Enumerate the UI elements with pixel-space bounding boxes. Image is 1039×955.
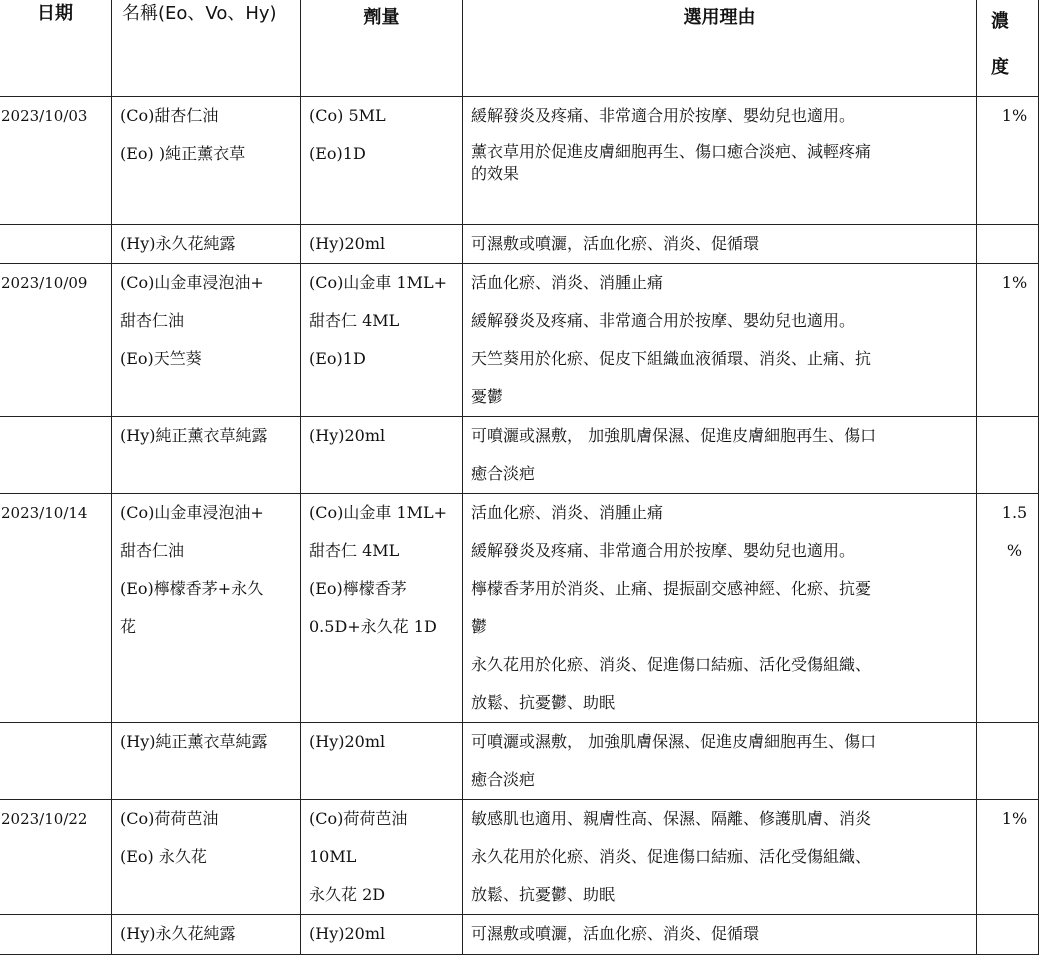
table-row (0, 723, 1039, 800)
date-cell (0, 225, 112, 264)
reason-cell (463, 723, 977, 800)
reason-line: 活血化瘀、消炎、消腫止痛 (471, 273, 664, 292)
concentration-line: 1% (1001, 106, 1028, 125)
date-cell: 2023/10/03 (0, 97, 112, 225)
name-cell (112, 97, 301, 225)
reason-line: 可噴灑或濕敷， 加強肌膚保濕、促進皮膚細胞再生、傷口 (471, 426, 877, 445)
header-dose: 劑量 (301, 0, 463, 97)
reason-line: 放鬆、抗憂鬱、助眠 (471, 693, 616, 712)
reason-cell (463, 264, 977, 417)
dose-line: 甜杏仁 4ML (309, 311, 400, 330)
reason-line: 檸檬香茅用於消炎、止痛、提振副交感神經、化瘀、抗憂 (471, 579, 872, 598)
name-cell (112, 800, 301, 915)
reason-line: 緩解發炎及疼痛、非常適合用於按摩、嬰幼兒也適用。 (471, 541, 856, 560)
dose-cell (301, 915, 463, 955)
reason-line: 的效果 (471, 164, 520, 183)
name-line: (Co)山金車浸泡油+ (120, 503, 264, 522)
reason-line: 鬱 (471, 617, 488, 636)
date-cell: 2023/10/09 (0, 264, 112, 417)
table-row (0, 915, 1039, 955)
name-line: (Co)甜杏仁油 (120, 106, 219, 125)
name-line: (Hy)永久花純露 (120, 234, 236, 253)
name-line: 花 (120, 617, 137, 636)
dose-line: 永久花 2D (309, 885, 386, 904)
name-cell (112, 723, 301, 800)
dose-cell (301, 723, 463, 800)
reason-line: 可濕敷或噴灑，活血化瘀、消炎、促循環 (471, 924, 760, 943)
dose-line: (Hy)20ml (309, 426, 386, 445)
concentration-cell (977, 915, 1039, 955)
date-cell (0, 723, 112, 800)
dose-cell (301, 225, 463, 264)
concentration-line: 1.5 (1001, 503, 1028, 522)
reason-cell (463, 915, 977, 955)
dose-line: 10ML (309, 847, 357, 866)
name-line: (Hy)純正薰衣草純露 (120, 426, 268, 445)
header-concentration (977, 0, 1039, 97)
reason-line: 癒合淡疤 (471, 464, 536, 483)
dose-line: (Co) 5ML (309, 106, 386, 125)
name-line: (Eo)檸檬香茅+永久 (120, 579, 264, 598)
name-line: (Eo)天竺葵 (120, 349, 202, 368)
dose-line: (Eo)檸檬香茅 (309, 579, 407, 598)
dose-line: (Co)荷荷芭油 (309, 809, 408, 828)
table-row (0, 264, 1039, 417)
table-row (0, 97, 1039, 225)
concentration-line: 1% (1001, 273, 1028, 292)
reason-line: 活血化瘀、消炎、消腫止痛 (471, 503, 664, 522)
date-cell: 2023/10/14 (0, 494, 112, 723)
reason-line: 可濕敷或噴灑，活血化瘀、消炎、促循環 (471, 234, 760, 253)
header-date: 日期 (0, 0, 112, 97)
concentration-line: 1% (1001, 809, 1028, 828)
header-reason: 選用理由 (463, 0, 977, 97)
reason-line: 放鬆、抗憂鬱、助眠 (471, 885, 616, 904)
name-line: (Hy)永久花純露 (120, 924, 236, 943)
dose-line: 甜杏仁 4ML (309, 541, 400, 560)
table-row (0, 225, 1039, 264)
reason-cell (463, 97, 977, 225)
reason-cell (463, 494, 977, 723)
concentration-cell (977, 723, 1039, 800)
table-row (0, 800, 1039, 915)
reason-line: 緩解發炎及疼痛、非常適合用於按摩、嬰幼兒也適用。 (471, 311, 856, 330)
concentration-cell (977, 417, 1039, 494)
header-row (0, 0, 1039, 97)
concentration-line: % (1006, 541, 1023, 560)
dose-cell (301, 264, 463, 417)
date-cell: 2023/10/22 (0, 800, 112, 915)
name-line: (Hy)純正薰衣草純露 (120, 732, 268, 751)
reason-line: 永久花用於化瘀、消炎、促進傷口結痂、活化受傷組織、 (471, 655, 872, 674)
reason-line: 薰衣草用於促進皮膚細胞再生、傷口癒合淡疤、減輕疼痛 (471, 142, 872, 161)
concentration-cell (977, 225, 1039, 264)
dose-cell (301, 97, 463, 225)
name-cell (112, 915, 301, 955)
reason-line: 敏感肌也適用、親膚性高、保濕、隔離、修護肌膚、消炎 (471, 809, 872, 828)
dose-line: (Hy)20ml (309, 924, 386, 943)
name-line: (Eo) 永久花 (120, 847, 207, 866)
concentration-cell (977, 264, 1039, 417)
header-name: 名稱(Eo、Vo、Hy) (112, 0, 301, 97)
concentration-cell (977, 97, 1039, 225)
name-cell (112, 417, 301, 494)
table-row (0, 417, 1039, 494)
dose-line: 0.5D+永久花 1D (309, 617, 437, 636)
name-line: 甜杏仁油 (120, 541, 185, 560)
dose-line: (Co)山金車 1ML+ (309, 503, 448, 522)
date-cell (0, 915, 112, 955)
concentration-cell (977, 494, 1039, 723)
name-cell (112, 225, 301, 264)
name-line: (Co)荷荷芭油 (120, 809, 219, 828)
header-conc-line-1: 濃 (991, 11, 1009, 32)
name-line: (Co)山金車浸泡油+ (120, 273, 264, 292)
concentration-cell (977, 800, 1039, 915)
dose-line: (Eo)1D (309, 349, 366, 368)
reason-cell (463, 225, 977, 264)
dose-cell (301, 417, 463, 494)
reason-cell (463, 800, 977, 915)
reason-line: 癒合淡疤 (471, 770, 536, 789)
name-line: 甜杏仁油 (120, 311, 185, 330)
dose-line: (Hy)20ml (309, 732, 386, 751)
reason-line: 永久花用於化瘀、消炎、促進傷口結痂、活化受傷組織、 (471, 847, 872, 866)
name-cell (112, 494, 301, 723)
dose-line: (Hy)20ml (309, 234, 386, 253)
dose-line: (Eo)1D (309, 144, 366, 163)
dose-cell (301, 800, 463, 915)
reason-line: 憂鬱 (471, 387, 504, 406)
name-cell (112, 264, 301, 417)
dose-cell (301, 494, 463, 723)
reason-line: 可噴灑或濕敷， 加強肌膚保濕、促進皮膚細胞再生、傷口 (471, 732, 877, 751)
name-line: (Eo) )純正薰衣草 (120, 144, 246, 163)
header-conc-line-2: 度 (991, 57, 1009, 78)
dose-line: (Co)山金車 1ML+ (309, 273, 448, 292)
reason-line: 緩解發炎及疼痛、非常適合用於按摩、嬰幼兒也適用。 (471, 106, 856, 125)
table-row (0, 494, 1039, 723)
reason-line: 天竺葵用於化瘀、促皮下組織血液循環、消炎、止痛、抗 (471, 349, 872, 368)
reason-cell (463, 417, 977, 494)
date-cell (0, 417, 112, 494)
